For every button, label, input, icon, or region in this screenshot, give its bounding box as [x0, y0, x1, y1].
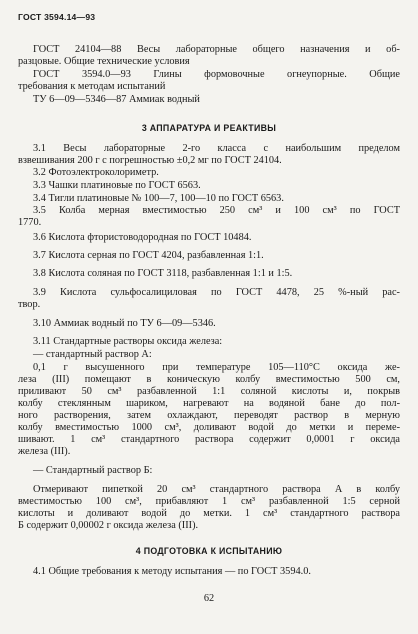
standard-b-line: Отмеривают пипеткой 20 см³ стандартного раствора А в колбу	[33, 484, 400, 495]
item-3-1-cont: взвешивания 200 г с погрешностью ±0,2 мг по ГОСТ 24104.	[18, 155, 282, 166]
item-3-5: 3.5 Колба мерная вместимостью 250 см³ и 100 см³ по ГОСТ	[33, 205, 400, 216]
standard-a-label: — стандартный раствор А:	[33, 349, 152, 360]
item-3-11: 3.11 Стандартные растворы оксида железа:	[33, 336, 223, 347]
item-3-3: 3.3 Чашки платиновые по ГОСТ 6563.	[33, 180, 201, 191]
item-4-1: 4.1 Общие требования к методу испытания — по ГОСТ 3594.0.	[33, 566, 311, 577]
item-3-9: 3.9 Кислота сульфосалициловая по ГОСТ 4478, 25 %-ный рас-	[33, 287, 400, 298]
section-3-heading: 3 АППАРАТУРА И РЕАКТИВЫ	[141, 123, 277, 133]
item-3-1: 3.1 Весы лабораторные 2-го класса с наибольшим пределом	[33, 143, 400, 154]
standard-a-line: колбу вместимостью 1000 см³, доливают водой до метки и переме-	[18, 422, 400, 433]
page-number: 62	[203, 593, 215, 604]
standard-a-line: ного растворения, затем охлаждают, переводят раствор в мерную	[18, 410, 400, 421]
standard-a-line: приливают 50 см³ разбавленной 1:1 соляной кислоты и, покрыв	[18, 386, 400, 397]
item-3-9-cont: твор.	[18, 299, 41, 310]
standard-b-line: вместимостью 100 см³, прибавляют 1 см³ разбавленной 1:5 серной	[18, 496, 400, 507]
item-3-2: 3.2 Фотоэлектроколориметр.	[33, 167, 159, 178]
item-3-5-cont: 1770.	[18, 217, 42, 228]
ref-line: ТУ 6—09—5346—87 Аммиак водный	[33, 94, 200, 105]
section-4-heading: 4 ПОДГОТОВКА К ИСПЫТАНИЮ	[135, 546, 283, 556]
item-3-8: 3.8 Кислота соляная по ГОСТ 3118, разбавленная 1:1 и 1:5.	[33, 268, 293, 279]
ref-line: требования к методам испытаний	[18, 81, 166, 92]
standard-b-label: — Стандартный раствор Б:	[33, 465, 153, 476]
ref-line: разцовые. Общие технические условия	[18, 56, 190, 67]
standard-a-line: 0,1 г высушенного при температуре 105—110°С оксида же-	[33, 362, 400, 373]
item-3-6: 3.6 Кислота фтористоводородная по ГОСТ 10484.	[33, 232, 252, 243]
standard-b-line: кислоты и доливают водой до метки. 1 см³ стандартного раствора	[18, 508, 400, 519]
ref-line: ГОСТ 3594.0—93 Глины формовочные огнеупорные. Общие	[33, 69, 400, 80]
standard-b-line: Б содержит 0,00002 г оксида железа (III).	[18, 520, 199, 531]
standard-a-line: колбу стеклянным шариком, нагревают на водяной бане до пол-	[18, 398, 400, 409]
standard-a-line: железа (III).	[18, 446, 71, 457]
item-3-4: 3.4 Тигли платиновые № 100—7, 100—10 по ГОСТ 6563.	[33, 193, 284, 204]
item-3-10: 3.10 Аммиак водный по ТУ 6—09—5346.	[33, 318, 216, 329]
ref-line: ГОСТ 24104—88 Весы лабораторные общего назначения и об-	[33, 44, 400, 55]
item-3-7: 3.7 Кислота серная по ГОСТ 4204, разбавленная 1:1.	[33, 250, 264, 261]
standard-a-line: леза (III) помещают в коническую колбу вместимостью 500 см,	[18, 374, 400, 385]
running-header: ГОСТ 3594.14—93	[18, 12, 96, 22]
standard-a-line: шивают. 1 см³ стандартного раствора содержит 0,0001 г оксида	[18, 434, 400, 445]
